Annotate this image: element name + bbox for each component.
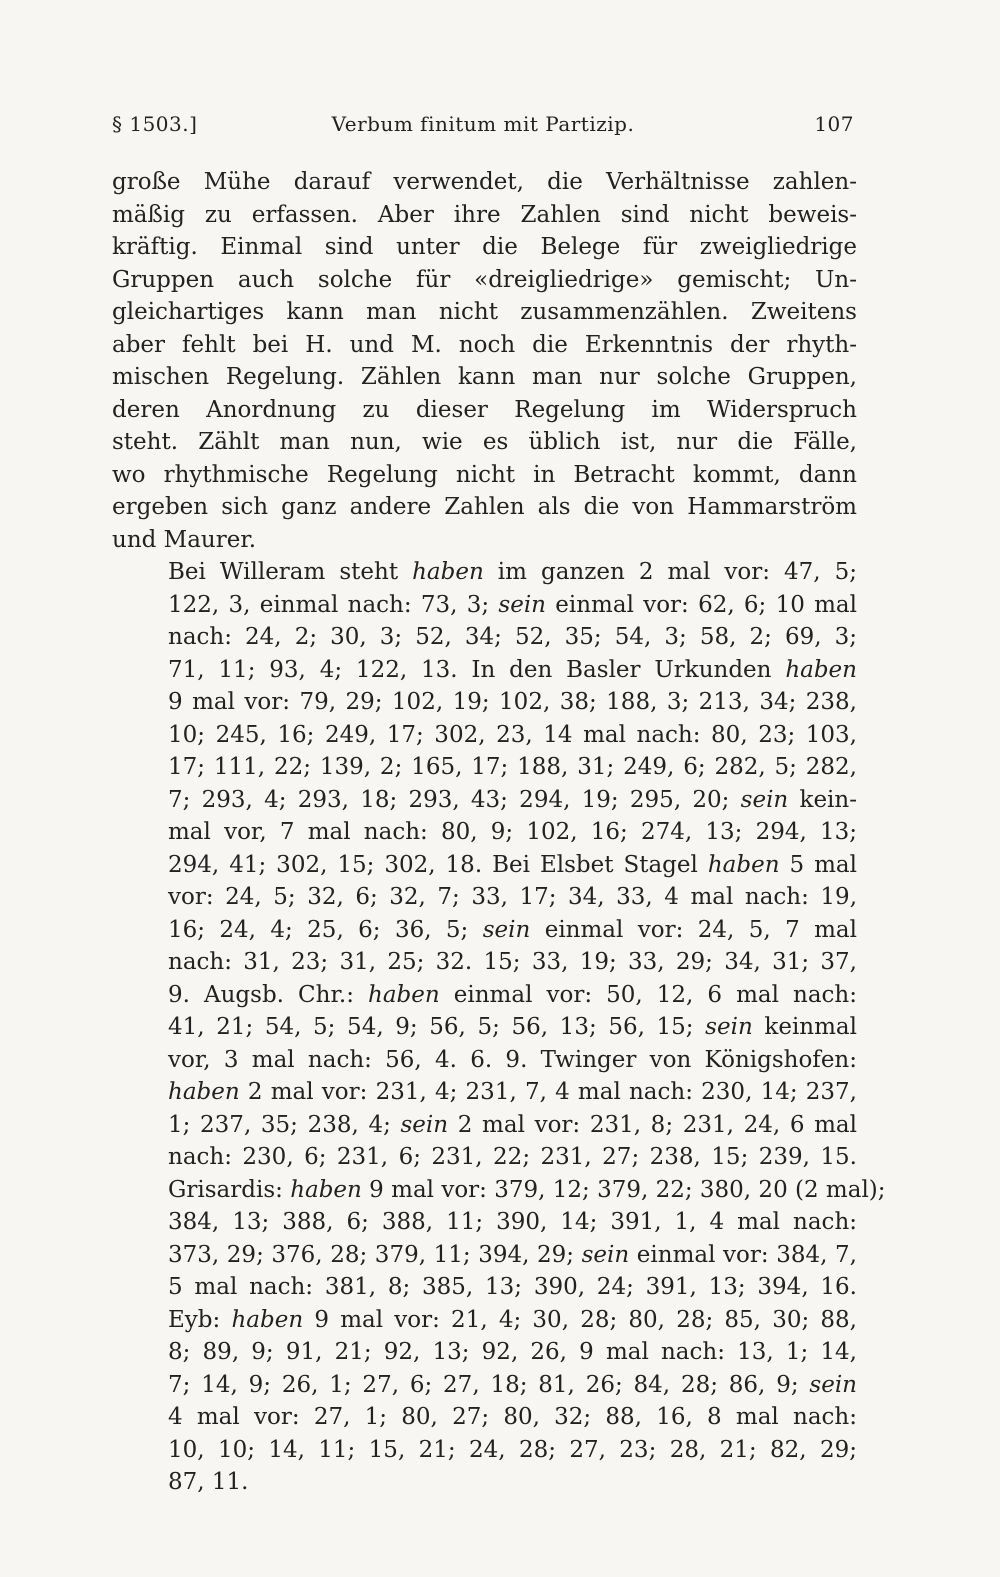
text-line: 384, 13; 388, 6; 388, 11; 390, 14; 391, 1, 4 mal nach: [168, 1209, 857, 1235]
text-line: 17; 111, 22; 139, 2; 165, 17; 188, 31; 249, 6; 282, 5; 282, [168, 754, 857, 780]
text-line: 41, 21; 54, 5; 54, 9; 56, 5; 56, 13; 56, 15; sein keinmal [168, 1014, 857, 1040]
paragraph-2 [112, 556, 886, 1499]
text-line: Gruppen auch solche für «dreigliedrige» gemischt; Un- [112, 266, 857, 293]
section-number: § 1503.] [112, 112, 198, 136]
text-line: 294, 41; 302, 15; 302, 18. Bei Elsbet Stagel haben 5 mal [168, 851, 857, 878]
text-line: 4 mal vor: 27, 1; 80, 27; 80, 32; 88, 16, 8 mal nach: [168, 1404, 857, 1430]
running-title: Verbum finitum mit Partizip. [331, 112, 635, 136]
text-line: 10; 245, 16; 249, 17; 302, 23, 14 mal nach: 80, 23; 103, [168, 721, 857, 748]
text-line: 373, 29; 376, 28; 379, 11; 394, 29; sein einmal vor: 384, 7, [168, 1241, 857, 1268]
text-line: 16; 24, 4; 25, 6; 36, 5; sein einmal vor: 24, 5, 7 mal [168, 916, 857, 943]
text-line: wo rhythmische Regelung nicht in Betracht kommt, dann [112, 461, 857, 488]
text-line: steht. Zählt man nun, wie es üblich ist, nur die Fälle, [112, 429, 857, 455]
text-line: aber fehlt bei H. und M. noch die Erkenntnis der rhyth- [112, 331, 857, 358]
text-line: 7; 293, 4; 293, 18; 293, 43; 294, 19; 295, 20; sein kein- [168, 786, 857, 813]
text-line: nach: 230, 6; 231, 6; 231, 22; 231, 27; 238, 15; 239, 15. [168, 1144, 857, 1170]
paragraph-1 [112, 166, 857, 556]
text-line: 9. Augsb. Chr.: haben einmal vor: 50, 12, 6 mal nach: [168, 981, 857, 1008]
text-line: 5 mal nach: 381, 8; 385, 13; 390, 24; 391, 13; 394, 16. [168, 1274, 857, 1300]
text-line: Bei Willeram steht haben im ganzen 2 mal vor: 47, 5; [168, 559, 857, 585]
text-line: nach: 24, 2; 30, 3; 52, 34; 52, 35; 54, 3; 58, 2; 69, 3; [168, 624, 857, 650]
text-line: kräftig. Einmal sind unter die Belege für zweigliedrige [112, 234, 857, 260]
text-line: vor: 24, 5; 32, 6; 32, 7; 33, 17; 34, 33, 4 mal nach: 19, [168, 884, 857, 910]
text-line: 9 mal vor: 79, 29; 102, 19; 102, 38; 188, 3; 213, 34; 238, [168, 689, 857, 715]
text-line: 1; 237, 35; 238, 4; sein 2 mal vor: 231, 8; 231, 24, 6 mal [168, 1111, 857, 1138]
text-line: Grisardis: haben 9 mal vor: 379, 12; 379, 22; 380, 20 (2 mal); [168, 1176, 886, 1203]
text-line: deren Anordnung zu dieser Regelung im Widerspruch [112, 396, 857, 423]
text-line: 7; 14, 9; 26, 1; 27, 6; 27, 18; 81, 26; 84, 28; 86, 9; sein [168, 1371, 857, 1398]
text-line: nach: 31, 23; 31, 25; 32. 15; 33, 19; 33, 29; 34, 31; 37, [168, 949, 857, 975]
text-line: mal vor, 7 mal nach: 80, 9; 102, 16; 274, 13; 294, 13; [168, 819, 857, 845]
running-header [112, 112, 854, 140]
text-line: 8; 89, 9; 91, 21; 92, 13; 92, 26, 9 mal nach: 13, 1; 14, [168, 1339, 857, 1365]
text-line: mäßig zu erfassen. Aber ihre Zahlen sind nicht beweis- [112, 201, 857, 228]
page-number: 107 [814, 112, 854, 136]
text-line: große Mühe darauf verwendet, die Verhältnisse zahlen- [112, 169, 857, 195]
text-line: gleichartiges kann man nicht zusammenzählen. Zweitens [112, 299, 857, 325]
text-line: und Maurer. [112, 526, 257, 553]
text-line: ergeben sich ganz andere Zahlen als die von Hammarström [112, 494, 857, 520]
text-line: 87, 11. [168, 1469, 249, 1495]
text-line: 122, 3, einmal nach: 73, 3; sein einmal vor: 62, 6; 10 mal [168, 591, 858, 618]
text-line: 71, 11; 93, 4; 122, 13. In den Basler Urkunden haben [168, 656, 857, 683]
text-line: mischen Regelung. Zählen kann man nur solche Gruppen, [112, 364, 857, 390]
text-line: haben 2 mal vor: 231, 4; 231, 7, 4 mal nach: 230, 14; 237, [168, 1079, 857, 1105]
text-line: vor, 3 mal nach: 56, 4. 6. 9. Twinger von Königshofen: [168, 1046, 857, 1073]
text-line: Eyb: haben 9 mal vor: 21, 4; 30, 28; 80, 28; 85, 30; 88, [168, 1306, 857, 1333]
text-line: 10, 10; 14, 11; 15, 21; 24, 28; 27, 23; 28, 21; 82, 29; [168, 1436, 857, 1463]
body-text [112, 166, 886, 1499]
